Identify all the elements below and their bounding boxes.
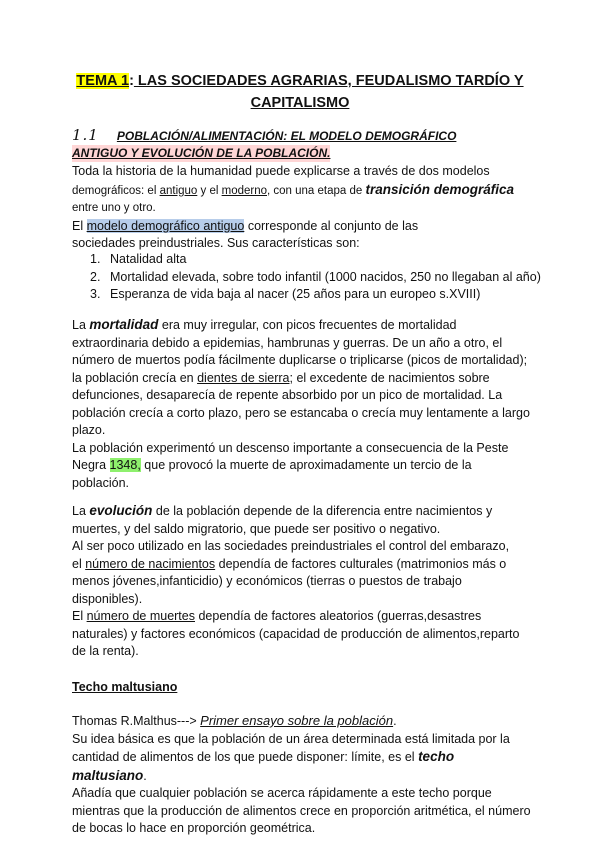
mortalidad-term: mortalidad bbox=[89, 317, 159, 332]
ensayo-title: Primer ensayo sobre la población bbox=[200, 713, 394, 728]
page-title: TEMA 1: LAS SOCIEDADES AGRARIAS, FEUDALISMO TARDÍO Y CAPITALISMO bbox=[76, 73, 524, 111]
tema-label: TEMA 1 bbox=[76, 73, 130, 89]
characteristics-list bbox=[90, 251, 541, 304]
techo-term: techo bbox=[418, 749, 455, 764]
techo-heading: Techo maltusiano bbox=[72, 680, 178, 694]
mortalidad-paragraph: La mortalidad era muy irregular, con picos frecuentes de mortalidad extraordinaria debido a epidemias, hambrunas y guerras. De un año a otro, el número de muertos podía fácilmente duplicarse o triplicarse (picos de mortalidad); la población crecía en dientes de sierra; el excedente de nacimientos sobre defunciones, desaparecía de repente absorbido por un pico de mortalidad. La población crecía a corto plazo, pero se estancaba o crecía muy lentamente a largo plazo. La población experimentó un descenso importante a consecuencia de la Peste Negra 1348, que provocó la muerte de aproximadamente un tercio de la población. bbox=[72, 317, 530, 490]
section-heading bbox=[72, 127, 456, 162]
list-item: 2. Mortalidad elevada, sobre todo infantil (1000 nacidos, 250 no llegaban al año) bbox=[90, 269, 541, 284]
list-item: 1. Natalidad alta bbox=[90, 252, 187, 266]
evolucion-term: evolución bbox=[89, 503, 153, 518]
list-item: 3. Esperanza de vida baja al nacer (25 años para un europeo s.XVIII) bbox=[90, 287, 481, 301]
nacimientos-term: número de nacimientos bbox=[85, 556, 216, 571]
antiguo-term: antiguo bbox=[159, 184, 198, 197]
intro-paragraph: Toda la historia de la humanidad puede explicarse a través de dos modelos demográficos: el antiguo y el moderno, con una etapa de transición demográfica entre uno y otro. El modelo demográfico antiguo corresponde al conjunto de las sociedades preindustriales. Sus características son: bbox=[72, 164, 515, 250]
year-highlight: 1348, bbox=[109, 458, 141, 472]
section-title-line2: ANTIGUO Y EVOLUCIÓN DE LA POBLACIÓN. bbox=[72, 146, 331, 160]
techo-paragraph: Thomas R.Malthus---> Primer ensayo sobre la población. Su idea básica es que la población de un área determinada está limitada por la cantidad de alimentos de los que puede disponer: límite, es el techo maltusiano. Añadía que cualquier población se acerca rápidamente a este techo porque mientras que la producción de alimentos crece en proporción aritmética, el número de bocas lo hace en proporción geométrica. bbox=[72, 713, 531, 835]
transicion-term: transición demográfica bbox=[365, 181, 515, 197]
muertes-term: número de muertes bbox=[86, 609, 195, 623]
maltusiano-term: maltusiano bbox=[72, 767, 144, 783]
evolucion-paragraph: La evolución de la población depende de la diferencia entre nacimientos y muertes, y del saldo migratorio, que puede ser positivo o negativo. Al ser poco utilizado en las sociedades preindustriales el control del embarazo, el número de nacimientos dependía de factores culturales (matrimonios más o menos jóvenes,infanticidio) y económicos (tierras o puestos de trabajo disponibles). El número de muertes dependía de factores aleatorios (guerras,desastres naturales) y factores económicos (capacidad de producción de alimentos,reparto de la renta). bbox=[72, 503, 520, 658]
title-text: LAS SOCIEDADES AGRARIAS, FEUDALISMO TARDÍO Y CAPITALISMO bbox=[133, 73, 524, 111]
section-title-line1: POBLACIÓN/ALIMENTACIÓN: EL MODELO DEMOGRÁFICO bbox=[116, 129, 457, 143]
section-number: 1.1 bbox=[72, 126, 99, 144]
moderno-term: moderno bbox=[221, 184, 267, 197]
modelo-antiguo-highlight: modelo demográfico antiguo bbox=[86, 218, 245, 233]
dientes-term: dientes de sierra; bbox=[197, 370, 293, 385]
